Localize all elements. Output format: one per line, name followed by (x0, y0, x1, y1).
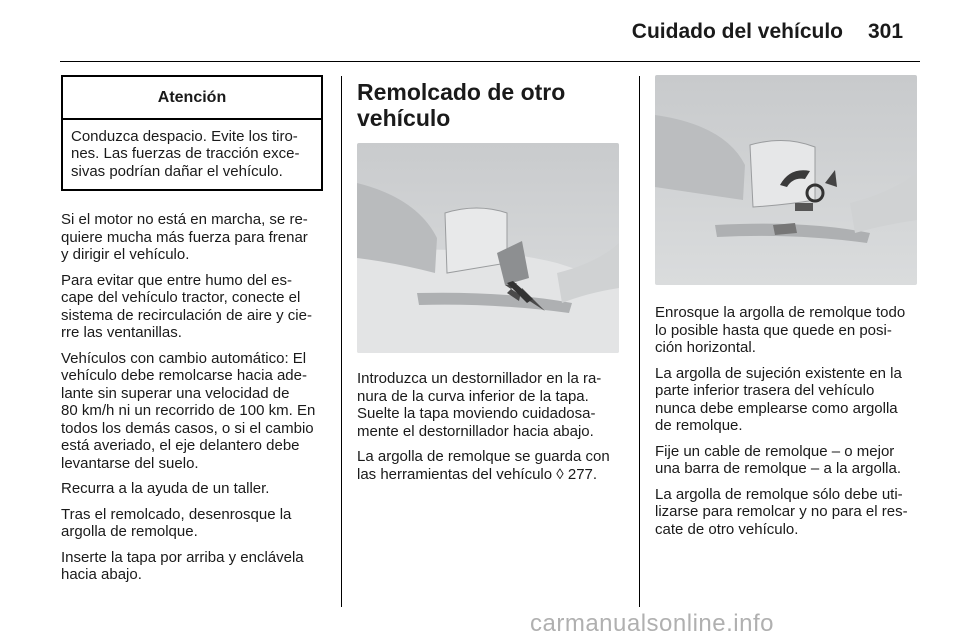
paragraph: La argolla de remolque se guarda con las herramientas del vehículo ◊ 277. (357, 448, 610, 483)
paragraph: Inserte la tapa por arriba y enclávela hacia abajo. (61, 548, 304, 583)
paragraph: Para evitar que entre humo del es- cape del vehículo tractor, conecte el sistema de recirculación de aire y cie- rre las ventanillas. (61, 271, 312, 341)
attention-box (61, 75, 323, 191)
watermark: carmanualsonline.info (530, 610, 774, 637)
paragraph: La argolla de sujeción existente en la parte inferior trasera del vehículo nunca debe emplearse como argolla de remolque. (655, 364, 902, 434)
paragraph: Introduzca un destornillador en la ra- nura de la curva inferior de la tapa. Suelte la tapa moviendo cuidadosa- mente el destornillador hacia abajo. (357, 370, 602, 440)
header-rule (60, 61, 920, 62)
paragraph: Enrosque la argolla de remolque todo lo posible hasta que quede en posi- ción horizontal. (655, 304, 906, 356)
paragraph: Vehículos con cambio automático: El vehículo debe remolcarse hacia ade- lante sin superar una velocidad de 80 km/h ni un recorrido de 100 km. En todos los demás casos, o si el cambio está averiado, el eje delantero debe levantarse del suelo. (61, 349, 316, 472)
paragraph: Recurra a la ayuda de un taller. (61, 480, 270, 497)
paragraph: Tras el remolcado, desenrosque la argolla de remolque. (61, 505, 292, 540)
column-left (61, 75, 329, 592)
column-middle (357, 75, 625, 491)
paragraph: La argolla de remolque sólo debe uti- lizarse para remolcar y no para el res- cate de otro vehículo. (655, 485, 908, 538)
bumper-cover-illustration (357, 143, 619, 353)
paragraph: Si el motor no está en marcha, se re- quiere mucha más fuerza para frenar y dirigir el vehículo. (61, 211, 308, 263)
tow-eye-illustration (655, 75, 917, 285)
section-title: Remolcado de otro vehículo (357, 79, 566, 131)
page-header-title: Cuidado del vehículo (631, 20, 843, 43)
attention-text: Conduzca despacio. Evite los tiro- nes. Las fuerzas de tracción exce- sivas podrían dañar el vehículo. (71, 127, 300, 180)
column-right (655, 75, 923, 546)
page-number: 301 (868, 20, 904, 43)
paragraph: Fije un cable de remolque – o mejor una barra de remolque – a la argolla. (655, 442, 901, 477)
column-divider-2 (639, 76, 640, 607)
attention-title: Atención (63, 77, 321, 120)
column-divider-1 (341, 76, 342, 607)
